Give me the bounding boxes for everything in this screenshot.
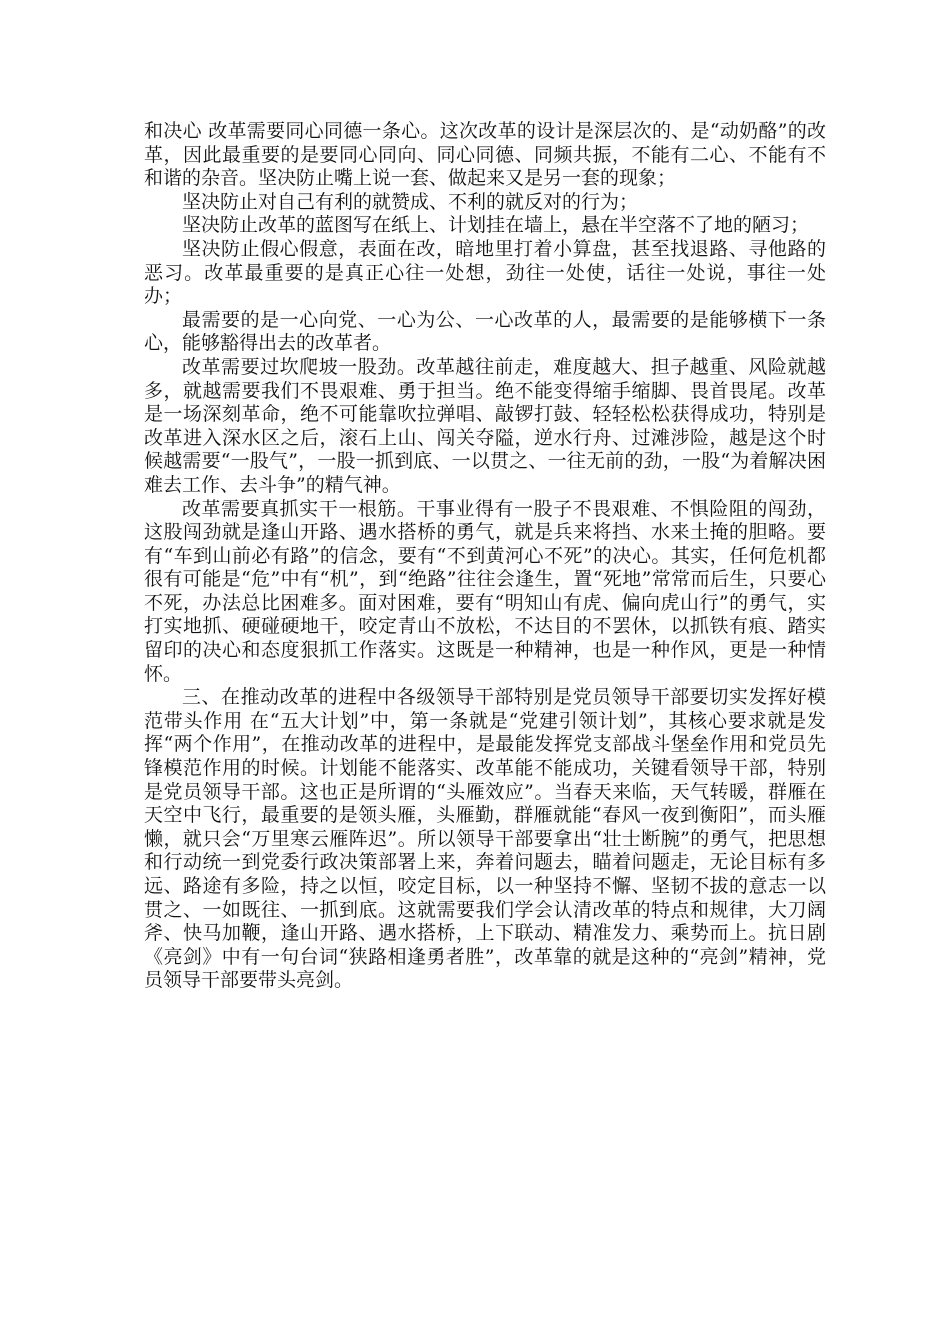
paragraph-1: 和决心 改革需要同心同德一条心。这次改革的设计是深层次的、是“动奶酪”的改革，因此最重要的是要同心同向、同心同德、同频共振，不能有二心、不能有不和谐的杂音。坚决防止嘴上说一套、做起来又是另一套的现象； bbox=[144, 120, 826, 190]
paragraph-2: 坚决防止对自己有利的就赞成、不利的就反对的行为； bbox=[182, 190, 639, 213]
paragraph-3: 坚决防止改革的蓝图写在纸上、计划挂在墙上，悬在半空落不了地的陋习； bbox=[182, 214, 810, 237]
paragraph-6: 改革需要过坎爬坡一股劲。改革越往前走，难度越大、担子越重、风险就越多，就越需要我们不畏艰难、勇于担当。绝不能变得缩手缩脚、畏首畏尾。改革是一场深刻革命，绝不可能靠吹拉弹唱、敲锣打鼓、轻轻松松获得成功，特别是改革进入深水区之后，滚石上山、闯关夺隘，逆水行舟、过滩涉险，越是这个时候越需要“一股气”，一股一抓到底、一以贯之、一往无前的劲，一股“为着解决困难去工作、去斗争”的精气神。 bbox=[144, 355, 826, 496]
paragraph-4: 坚决防止假心假意，表面在改，暗地里打着小算盘，甚至找退路、寻他路的恶习。改革最重要的是真正心往一处想，劲往一处使，话往一处说，事往一处办； bbox=[144, 237, 826, 308]
document-body bbox=[144, 120, 826, 993]
paragraph-5: 最需要的是一心向党、一心为公、一心改革的人，最需要的是能够横下一条心，能够豁得出去的改革者。 bbox=[144, 308, 826, 355]
paragraph-8: 三、在推动改革的进程中各级领导干部特别是党员领导干部要切实发挥好模范带头作用 在“五大计划”中，第一条就是“党建引领计划”，其核心要求就是发挥“两个作用”，在推动改革的进程中，是最能发挥党支部战斗堡垒作用和党员先锋模范作用的时候。计划能不能落实、改革能不能成功，关键看领导干部，特别是党员领导干部。这也正是所谓的“头雁效应”。当春天来临，天气转暖，群雁在天空中飞行，最重要的是领头雁，头雁勤，群雁就能“春风一夜到衡阳”，而头雁懒，就只会“万里寒云雁阵迟”。所以领导干部要拿出“壮士断腕”的勇气，把思想和行动统一到党委行政决策部署上来，奔着问题去，瞄着问题走，无论目标有多远、路途有多险，持之以恒，咬定目标，以一种坚持不懈、坚韧不拔的意志一以贯之、一如既往、一抓到底。这就需要我们学会认清改革的特点和规律，大刀阔斧、快马加鞭，逢山开路、遇水搭桥，上下联动、精准发力、乘势而上。抗日剧《亮剑》中有一句台词“狭路相逢勇者胜”，改革靠的就是这种的“亮剑”精神，党员领导干部要带头亮剑。 bbox=[144, 686, 826, 992]
paragraph-7: 改革需要真抓实干一根筋。干事业得有一股子不畏艰难、不惧险阻的闯劲，这股闯劲就是逢山开路、遇水搭桥的勇气，就是兵来将挡、水来土掩的胆略。要有“车到山前必有路”的信念，要有“不到黄河心不死”的决心。其实，任何危机都很有可能是“危”中有“机”，到“绝路”往往会逢生，置“死地”常常而后生，只要心不死，办法总比困难多。面对困难，要有“明知山有虎、偏向虎山行”的勇气，实打实地抓、硬碰硬地干，咬定青山不放松，不达目的不罢休，以抓铁有痕、踏实留印的决心和态度狠抓工作落实。这既是一种精神，也是一种作风，更是一种情怀。 bbox=[144, 497, 826, 685]
